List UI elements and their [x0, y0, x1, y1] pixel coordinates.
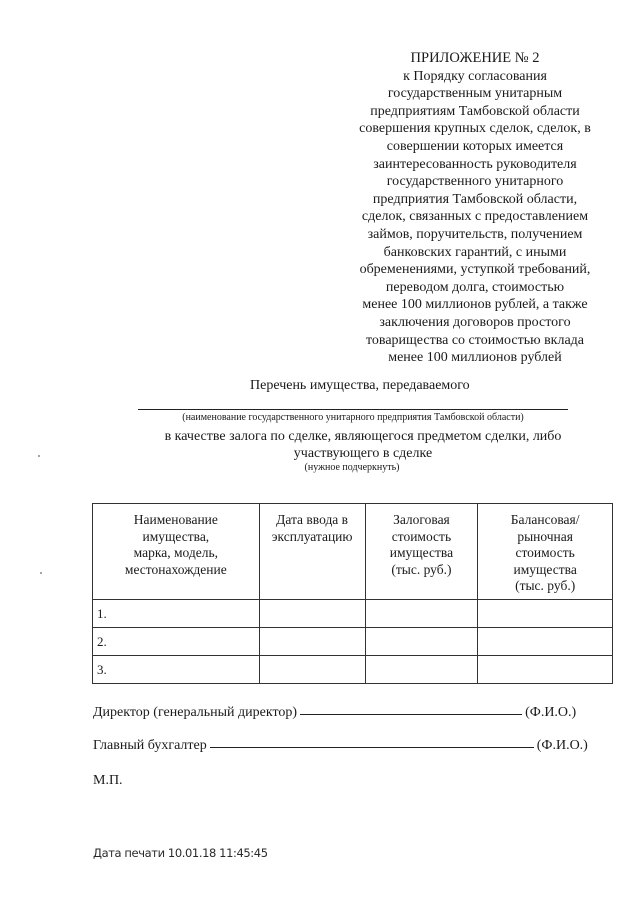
table-cell: [478, 628, 613, 656]
subtitle-line: участвующего в сделке: [293, 446, 433, 461]
subtitle-line: в качестве залога по сделке, являющегося предметом сделки, либо: [164, 429, 562, 444]
director-signature: [93, 705, 576, 721]
organization-fill-line: [138, 409, 568, 410]
row-number: 2.: [93, 628, 260, 656]
accountant-label: Главный бухгалтер: [93, 738, 207, 753]
underline-hint: (нужное подчеркнуть): [304, 462, 400, 473]
appendix-line: совершении которых имеется: [386, 138, 564, 154]
appendix-line: менее 100 миллионов рублей: [388, 350, 562, 366]
appendix-title: ПРИЛОЖЕНИЕ № 2: [410, 50, 540, 66]
appendix-line: совершения крупных сделок, сделок, в: [359, 121, 591, 137]
organization-caption: (наименование государственного унитарного предприятия Тамбовской области): [182, 412, 524, 423]
table-cell: [259, 600, 365, 628]
header-property-name: Наименование имущества, марка, модель, местонахождение: [93, 504, 260, 600]
appendix-line: переводом долга, стоимостью: [385, 279, 565, 295]
scan-speck: [40, 572, 42, 574]
appendix-line: займов, поручительств, получением: [367, 226, 583, 242]
appendix-line: государственного унитарного: [386, 174, 564, 190]
header-pledge-value: Залоговая стоимость имущества (тыс. руб.): [365, 504, 478, 600]
table-row: [93, 600, 613, 628]
table-cell: [259, 628, 365, 656]
director-name-hint: (Ф.И.О.): [525, 705, 577, 720]
table-cell: [259, 656, 365, 684]
row-number: 1.: [93, 600, 260, 628]
appendix-line: товарищества со стоимостью вклада: [365, 332, 585, 348]
table-row: [93, 656, 613, 684]
appendix-line: государственным унитарным: [387, 86, 563, 102]
appendix-header: [330, 50, 620, 367]
table-row: [93, 628, 613, 656]
document-subtitle: [150, 428, 576, 462]
document-title: Перечень имущества, передаваемого: [250, 378, 470, 393]
accountant-name-hint: (Ф.И.О.): [536, 738, 588, 753]
table-cell: [365, 600, 478, 628]
director-signature-line: [300, 714, 522, 715]
appendix-line: предприятиям Тамбовской области: [370, 103, 580, 119]
accountant-signature-line: [210, 747, 534, 748]
appendix-line: заключения договоров простого: [379, 314, 571, 330]
appendix-line: предприятия Тамбовской области,: [372, 191, 578, 207]
header-commission-date: Дата ввода в эксплуатацию: [259, 504, 365, 600]
property-table: [92, 503, 613, 684]
appendix-line: заинтересованность руководителя: [373, 156, 577, 172]
table-cell: [478, 656, 613, 684]
accountant-signature: [93, 738, 588, 754]
appendix-line: обременениями, уступкой требований,: [359, 262, 591, 278]
seal-place: М.П.: [93, 773, 123, 788]
header-book-value: Балансовая/ рыночная стоимость имущества (тыс. руб.): [478, 504, 613, 600]
print-date: Дата печати 10.01.18 11:45:45: [93, 846, 268, 860]
scan-speck: [38, 455, 40, 457]
director-label: Директор (генеральный директор): [93, 705, 298, 720]
appendix-line: к Порядку согласования: [403, 68, 547, 84]
table-header-row: [93, 504, 613, 600]
table-cell: [365, 628, 478, 656]
appendix-line: сделок, связанных с предоставлением: [361, 209, 589, 225]
appendix-line: банковских гарантий, с иными: [383, 244, 567, 260]
appendix-line: менее 100 миллионов рублей, а также: [362, 297, 588, 313]
table-cell: [365, 656, 478, 684]
table-cell: [478, 600, 613, 628]
row-number: 3.: [93, 656, 260, 684]
